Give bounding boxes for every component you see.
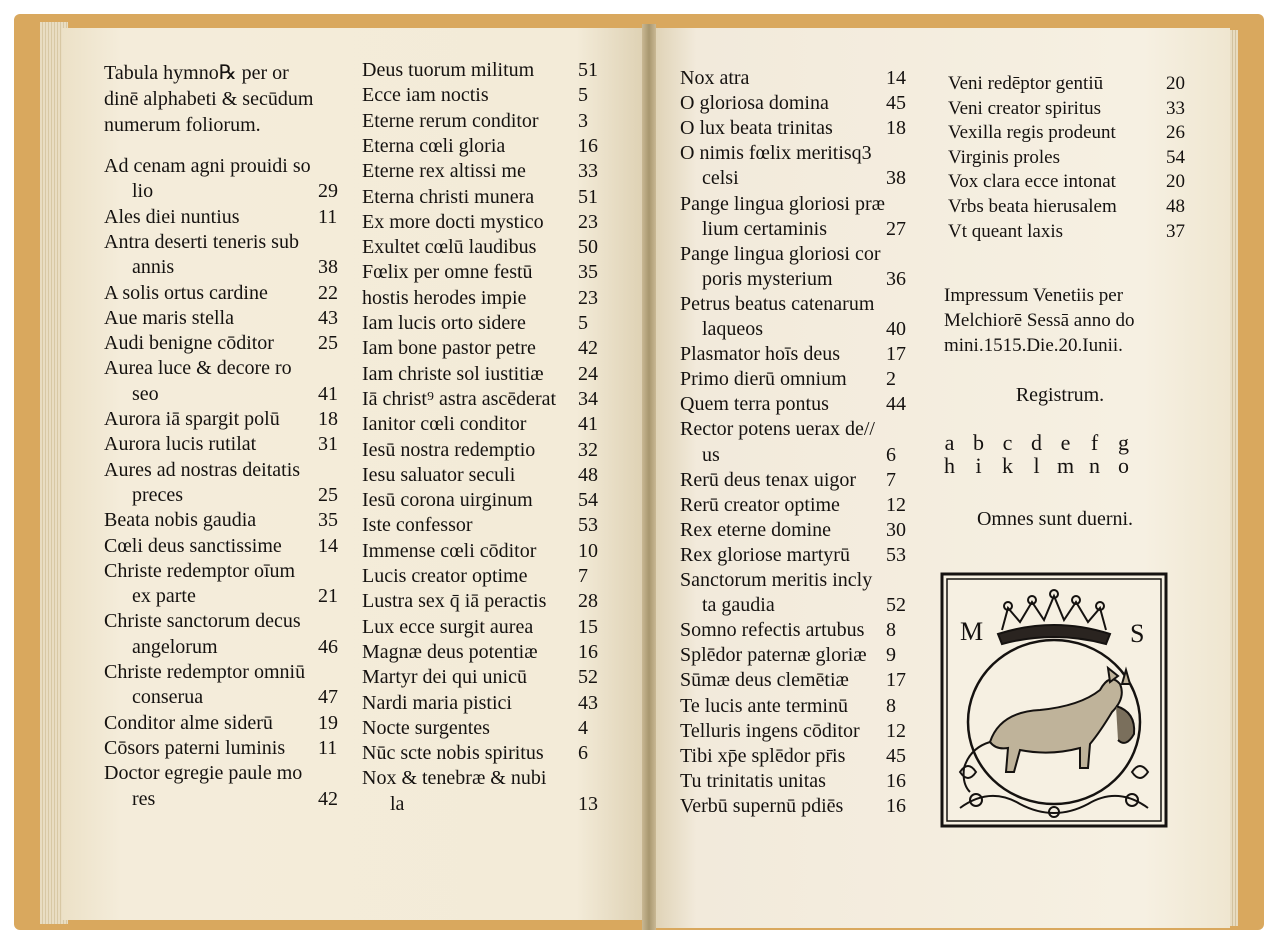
index-entry-title: Rerū creator optime — [680, 493, 840, 516]
index-entry-folio: 5 — [578, 312, 588, 334]
index-entry-folio: 6 — [578, 742, 588, 765]
index-entry-folio: 14 — [886, 67, 906, 89]
index-entry-title: annis — [132, 256, 175, 279]
index-entry-folio: 54 — [578, 489, 598, 512]
index-entry-title: Aurora lucis rutilat — [104, 433, 257, 456]
index-entry-folio: 52 — [578, 666, 598, 689]
index-entry-folio: 40 — [886, 318, 906, 340]
index-entry-title: ta gaudia — [702, 594, 775, 617]
index-entry-title: Rector potens uerax de// — [680, 418, 875, 441]
index-entry-folio: 17 — [886, 669, 906, 692]
signature-letter: e — [1060, 430, 1071, 455]
table-heading: Tabula hymno℞ per or dinē alphabeti & secūdum numerum foliorum. — [104, 62, 314, 136]
index-entry-folio: 14 — [318, 534, 338, 557]
index-entry-title: Nox atra — [680, 67, 750, 89]
index-entry-folio: 16 — [886, 794, 906, 817]
index-entry-title: Vt queant laxis — [948, 220, 1064, 242]
index-entry-folio: 51 — [578, 59, 598, 81]
index-entry-title: Primo dierū omnium — [680, 368, 847, 391]
index-entry-title: Splēdor paternæ gloriæ — [680, 644, 867, 667]
index-entry-folio: 30 — [886, 518, 906, 541]
index-entry-title: celsi — [702, 167, 739, 190]
index-entry-title: Exultet cœlū laudibus — [362, 236, 537, 259]
index-entry-folio: 19 — [318, 711, 338, 734]
index-entry-folio: 13 — [578, 792, 598, 815]
index-entry-title: Iam bone pastor petre — [362, 337, 536, 360]
index-entry-folio: 25 — [318, 483, 338, 506]
index-entry-title: Veni creator spiritus — [948, 97, 1102, 119]
index-entry-title: Cōsors paterni luminis — [104, 736, 286, 759]
index-entry-title: Ex more docti mystico — [362, 210, 544, 233]
registrum-row-2 — [935, 453, 1138, 479]
omnes-sunt-duerni: Omnes sunt duerni. — [976, 508, 1134, 530]
index-entry-folio: 22 — [318, 281, 338, 304]
index-entry-folio: 48 — [578, 463, 598, 486]
signature-letter: k — [1002, 453, 1013, 478]
index-entry-title: Verbū supernū pdiēs — [680, 794, 844, 817]
index-entry-title: lium certaminis — [702, 217, 827, 240]
index-entry-folio: 16 — [886, 769, 906, 792]
colophon: Impressum Venetiis per Melchiorē Sessā anno do mini.1515.Die.20.Iunii. — [944, 285, 1135, 356]
signature-letter: f — [1090, 430, 1099, 455]
index-entry-title: Nox & tenebræ & nubi — [362, 767, 547, 790]
index-entry-title: Aurea luce & decore ro — [104, 357, 292, 380]
index-entry-title: Ad cenam agni prouidi so — [104, 155, 311, 177]
index-entry-title: Iesū nostra redemptio — [362, 438, 536, 461]
index-entry-folio: 36 — [886, 267, 906, 290]
index-entry-title: Conditor alme siderū — [104, 711, 273, 734]
index-entry-folio: 32 — [578, 438, 598, 461]
index-entry-title: Immense cœli cōditor — [362, 539, 537, 562]
index-entry-title: laqueos — [702, 318, 764, 340]
index-entry-folio: 11 — [318, 205, 338, 228]
index-entry-title: Iesu saluator seculi — [362, 463, 516, 486]
index-entry-title: Aue maris stella — [104, 306, 234, 329]
signature-letter: n — [1089, 453, 1100, 478]
index-entry-title: Iam lucis orto sidere — [362, 312, 526, 334]
index-entry-folio: 29 — [318, 180, 338, 203]
index-entry-folio: 12 — [886, 493, 906, 516]
index-entry-folio: 50 — [578, 236, 598, 259]
index-entry-title: Telluris ingens cōditor — [680, 719, 860, 742]
index-entry-folio: 21 — [318, 585, 338, 608]
index-entry-title: Martyr dei qui unicū — [362, 666, 527, 689]
index-entry-folio: 33 — [578, 160, 598, 183]
index-entry-title: Magnæ deus potentiæ — [362, 640, 538, 663]
index-entry-folio: 20 — [1166, 171, 1185, 193]
signature-letter: m — [1056, 453, 1075, 478]
index-entry-folio: 46 — [318, 635, 338, 658]
index-entry-title: Rex eterne domine — [680, 518, 832, 541]
index-entry-folio: 9 — [886, 644, 896, 667]
signature-letter: a — [944, 430, 955, 455]
index-entry-folio: 8 — [886, 694, 896, 717]
index-entry-title: Aures ad nostras deitatis — [104, 458, 301, 481]
index-entry-title: res — [132, 787, 156, 810]
index-entry-title: Iā christ⁹ astra ascēderat — [362, 387, 557, 410]
index-entry-folio: 41 — [578, 413, 598, 436]
index-entry-title: Petrus beatus catenarum — [680, 292, 875, 315]
index-entry-title: O gloriosa domina — [680, 92, 829, 115]
index-entry-title: O lux beata trinitas — [680, 117, 833, 140]
index-entry-folio: 18 — [886, 117, 906, 140]
index-entry-folio: 7 — [886, 468, 896, 491]
index-entry-title: Tibi xp̄e splēdor pr̄is — [680, 744, 846, 767]
index-entry-folio: 31 — [318, 433, 338, 456]
index-entry-title: Eterne rerum conditor — [362, 109, 539, 132]
index-entry-title: hostis herodes impie — [362, 286, 527, 309]
index-entry-title: Vrbs beata hierusalem — [948, 196, 1117, 217]
index-entry-title: Iesū corona uirginum — [362, 489, 533, 512]
index-entry-folio: 42 — [318, 787, 338, 810]
index-entry-folio: 38 — [886, 167, 906, 190]
index-entry-title: Nardi maria pistici — [362, 691, 512, 714]
index-entry-title: conserua — [132, 686, 204, 709]
index-entry-title: Pange lingua gloriosi cor — [680, 242, 881, 265]
index-entry-title: lio — [132, 180, 154, 203]
index-entry-title: Veni redēptor gentiū — [948, 73, 1104, 94]
index-entry-title: Pange lingua gloriosi præ — [680, 192, 885, 215]
index-entry-folio: 16 — [578, 640, 598, 663]
index-entry-folio: 10 — [578, 539, 598, 562]
index-entry-folio: 23 — [578, 286, 598, 309]
index-entry-folio: 8 — [886, 619, 896, 642]
index-entry-title: Nocte surgentes — [362, 716, 490, 739]
index-entry-title: Iam christe sol iustitiæ — [362, 362, 544, 385]
index-entry-folio: 24 — [578, 362, 598, 385]
signature-letter: g — [1118, 430, 1129, 455]
index-entry-title: la — [390, 792, 405, 815]
index-entry-folio: 45 — [886, 744, 906, 767]
index-entry-title: poris mysterium — [702, 267, 833, 290]
index-entry-title: Te lucis ante terminū — [680, 694, 848, 717]
index-entry-title: preces — [132, 483, 184, 506]
index-entry-folio: 48 — [1166, 196, 1185, 217]
index-entry-folio: 41 — [318, 382, 338, 405]
signature-letter: i — [975, 453, 982, 478]
index-entry-folio: 17 — [886, 343, 906, 366]
index-entry-title: Ales diei nuntius — [104, 205, 240, 228]
index-entry-title: Vexilla regis prodeunt — [948, 122, 1116, 144]
signature-letter: c — [1002, 430, 1013, 455]
index-entry-title: Sūmæ deus clemētiæ — [680, 669, 849, 692]
index-entry-folio: 28 — [578, 590, 598, 613]
index-entry-folio: 44 — [886, 393, 906, 416]
registrum-title: Registrum. — [1015, 384, 1105, 406]
index-entry-folio: 43 — [578, 691, 598, 714]
index-entry-title: Nūc scte nobis spiritus — [362, 742, 544, 765]
index-entry-folio: 54 — [1166, 146, 1185, 168]
index-entry-title: Christe redemptor oīum — [104, 559, 296, 582]
index-entry-title: Lux ecce surgit aurea — [362, 615, 534, 638]
index-entry-folio: 20 — [1166, 73, 1185, 94]
index-entry-folio: 26 — [1166, 122, 1185, 144]
index-entry-title: A solis ortus cardine — [104, 281, 268, 304]
index-entry-folio: 35 — [318, 509, 338, 532]
index-entry-folio: 12 — [886, 719, 906, 742]
index-entry-title: Ianitor cœli conditor — [362, 413, 527, 436]
index-entry-folio: 3 — [578, 109, 588, 132]
index-entry-folio: 4 — [578, 716, 588, 739]
index-entry-folio: 27 — [886, 217, 906, 240]
index-entry-folio: 35 — [578, 261, 598, 284]
signature-letter: d — [1031, 430, 1042, 455]
index-entry-folio: 25 — [318, 332, 338, 355]
index-entry-title: Somno refectis artubus — [680, 619, 865, 642]
mark-letter-m: M — [960, 617, 984, 646]
index-entry-folio: 7 — [578, 565, 588, 587]
mark-letter-s: S — [1130, 619, 1145, 648]
index-entry-folio: 52 — [886, 594, 906, 617]
index-entry-folio: 5 — [578, 84, 588, 107]
signature-letter: b — [973, 430, 984, 455]
index-entry-folio: 18 — [318, 408, 338, 430]
index-entry-folio: 43 — [318, 306, 338, 329]
index-entry-title: Christe sanctorum decus — [104, 610, 301, 633]
index-entry-folio: 37 — [1166, 220, 1185, 242]
index-entry-title: O nimis fœlix meritisq3 — [680, 142, 872, 165]
index-entry-title: us — [702, 443, 720, 466]
index-entry-folio: 34 — [578, 387, 598, 410]
printer-mark-woodcut — [940, 572, 1168, 828]
index-entry-folio: 23 — [578, 210, 598, 233]
index-entry-title: Audi benigne cōditor — [104, 332, 274, 355]
index-entry-folio: 16 — [578, 134, 598, 157]
index-entry-title: Ecce iam noctis — [362, 84, 489, 107]
index-entry-title: Aurora iā spargit polū — [104, 408, 280, 430]
index-entry-title: Vox clara ecce intonat — [948, 171, 1116, 193]
index-entry-title: Fœlix per omne festū — [362, 261, 533, 284]
index-entry-title: Rex gloriose martyrū — [680, 543, 850, 566]
index-entry-title: ex parte — [132, 585, 196, 608]
index-entry-title: Virginis proles — [948, 146, 1060, 168]
index-entry-title: Doctor egregie paule mo — [104, 762, 303, 785]
index-entry-folio: 47 — [318, 686, 338, 709]
index-entry-folio: 42 — [578, 337, 598, 360]
index-entry-folio: 6 — [886, 443, 896, 466]
index-entry-folio: 53 — [578, 514, 598, 537]
index-entry-title: Antra deserti teneris sub — [104, 230, 299, 253]
index-entry-title: Sanctorum meritis incly — [680, 569, 873, 591]
index-entry-title: Rerū deus tenax uigor — [680, 468, 857, 491]
signature-letter: h — [944, 453, 955, 478]
index-entry-folio: 2 — [886, 368, 896, 391]
index-entry-title: Eterna cœli gloria — [362, 134, 506, 157]
index-entry-title: seo — [132, 382, 159, 405]
index-entry-folio: 15 — [578, 615, 598, 638]
index-entry-title: Lucis creator optime — [362, 565, 528, 587]
index-entry-folio: 45 — [886, 92, 906, 115]
index-entry-title: Eterne rex altissi me — [362, 160, 526, 183]
index-entry-title: Lustra sex q̄ iā peractis — [362, 590, 547, 613]
signature-letter: o — [1118, 453, 1129, 478]
index-entry-title: Christe redemptor omniū — [104, 661, 306, 683]
index-entry-folio: 51 — [578, 185, 598, 208]
index-entry-title: Tu trinitatis unitas — [680, 769, 826, 792]
index-entry-folio: 53 — [886, 543, 906, 566]
index-entry-title: Plasmator hoīs deus — [680, 343, 840, 366]
index-entry-title: angelorum — [132, 635, 218, 658]
index-entry-title: Quem terra pontus — [680, 393, 829, 416]
index-entry-title: Eterna christi munera — [362, 185, 535, 208]
signature-letter: l — [1033, 453, 1040, 478]
index-entry-folio: 33 — [1166, 97, 1185, 119]
index-entry-folio: 11 — [318, 736, 338, 759]
index-entry-title: Cœli deus sanctissime — [104, 534, 282, 557]
printer-mark-frame — [942, 574, 1166, 826]
index-entry-title: Iste confessor — [362, 514, 473, 537]
index-entry-title: Deus tuorum militum — [362, 59, 535, 81]
book-gutter — [642, 24, 656, 930]
index-entry-title: Beata nobis gaudia — [104, 509, 257, 532]
index-entry-folio: 38 — [318, 256, 338, 279]
